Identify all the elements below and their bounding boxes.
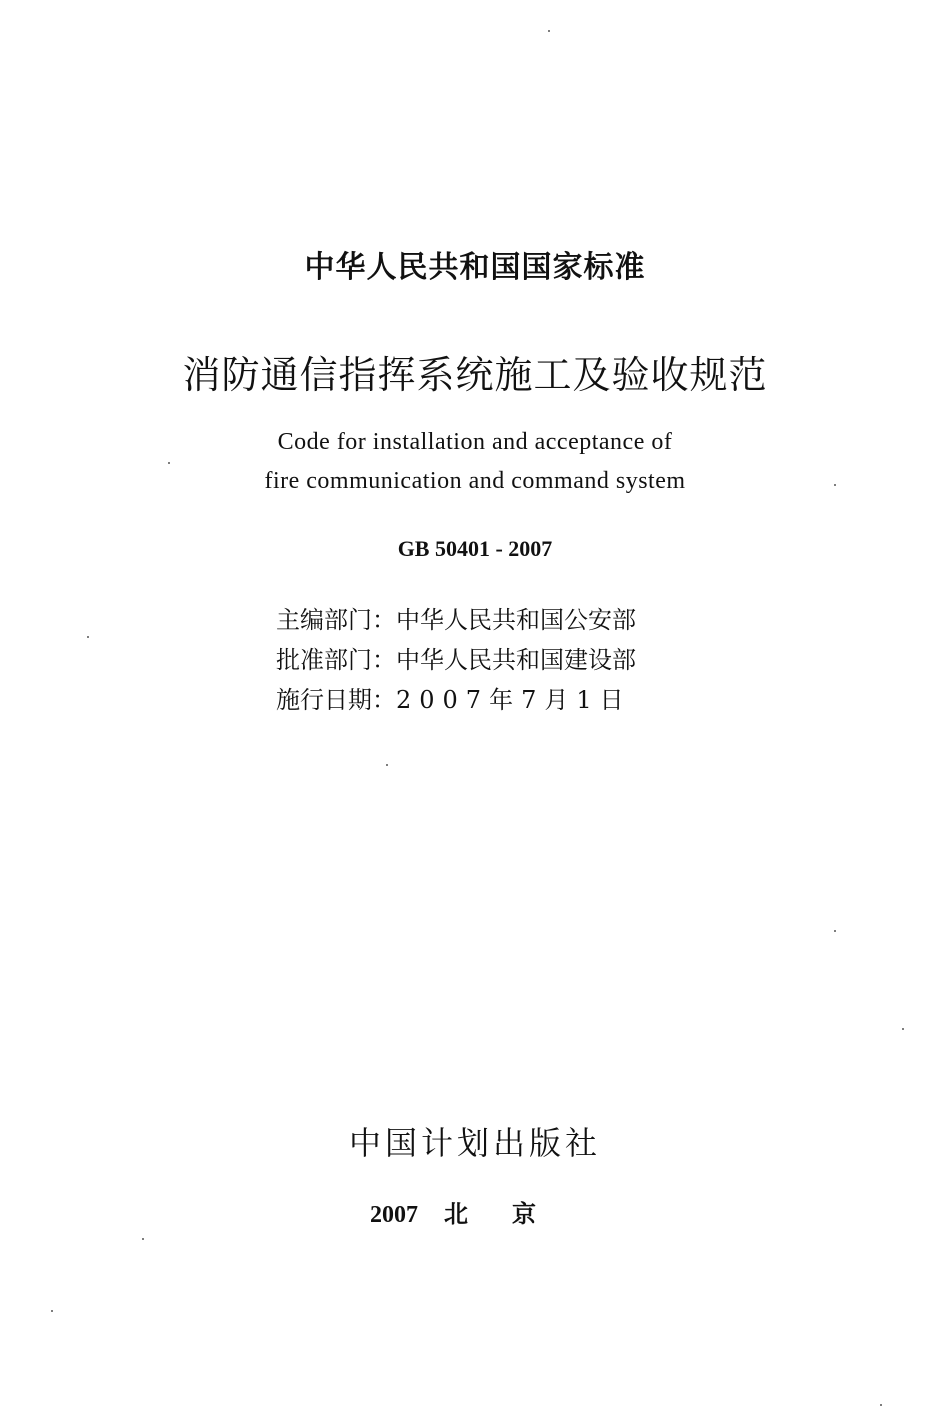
scan-speck [142, 1238, 144, 1240]
chief-editor-row [276, 600, 636, 635]
scan-speck [168, 462, 170, 464]
approval-label: 批准部门： [276, 646, 396, 674]
scan-speck [386, 764, 388, 766]
chief-editor-label: 主编部门： [276, 606, 396, 634]
document-title-english-line1: Code for installation and acceptance of [277, 429, 673, 455]
scan-speck [902, 1028, 904, 1030]
scan-speck [87, 636, 89, 638]
scan-speck [51, 1310, 53, 1312]
document-title-english-line2: fire communication and command system [264, 468, 686, 494]
national-standard-heading: 中华人民共和国国家标准 [304, 250, 646, 285]
publication-year: 2007 [370, 1202, 418, 1228]
approval-row [276, 640, 636, 675]
chief-editor-value: 中华人民共和国公安部 [396, 606, 636, 634]
effective-date-label: 施行日期： [276, 686, 396, 714]
scan-speck [834, 930, 836, 932]
effective-date-row [276, 680, 632, 715]
document-title-chinese: 消防通信指挥系统施工及验收规范 [182, 353, 768, 397]
publisher-name: 中国计划出版社 [348, 1124, 601, 1162]
approval-value: 中华人民共和国建设部 [396, 646, 636, 674]
scan-speck [880, 1404, 882, 1406]
publication-line [0, 1194, 950, 1229]
effective-date-value: 2007年7月1日 [396, 686, 632, 714]
scan-speck [834, 484, 836, 486]
standard-code: GB 50401 - 2007 [397, 536, 553, 561]
publication-city: 北京 [444, 1202, 580, 1228]
scan-speck [548, 30, 550, 32]
